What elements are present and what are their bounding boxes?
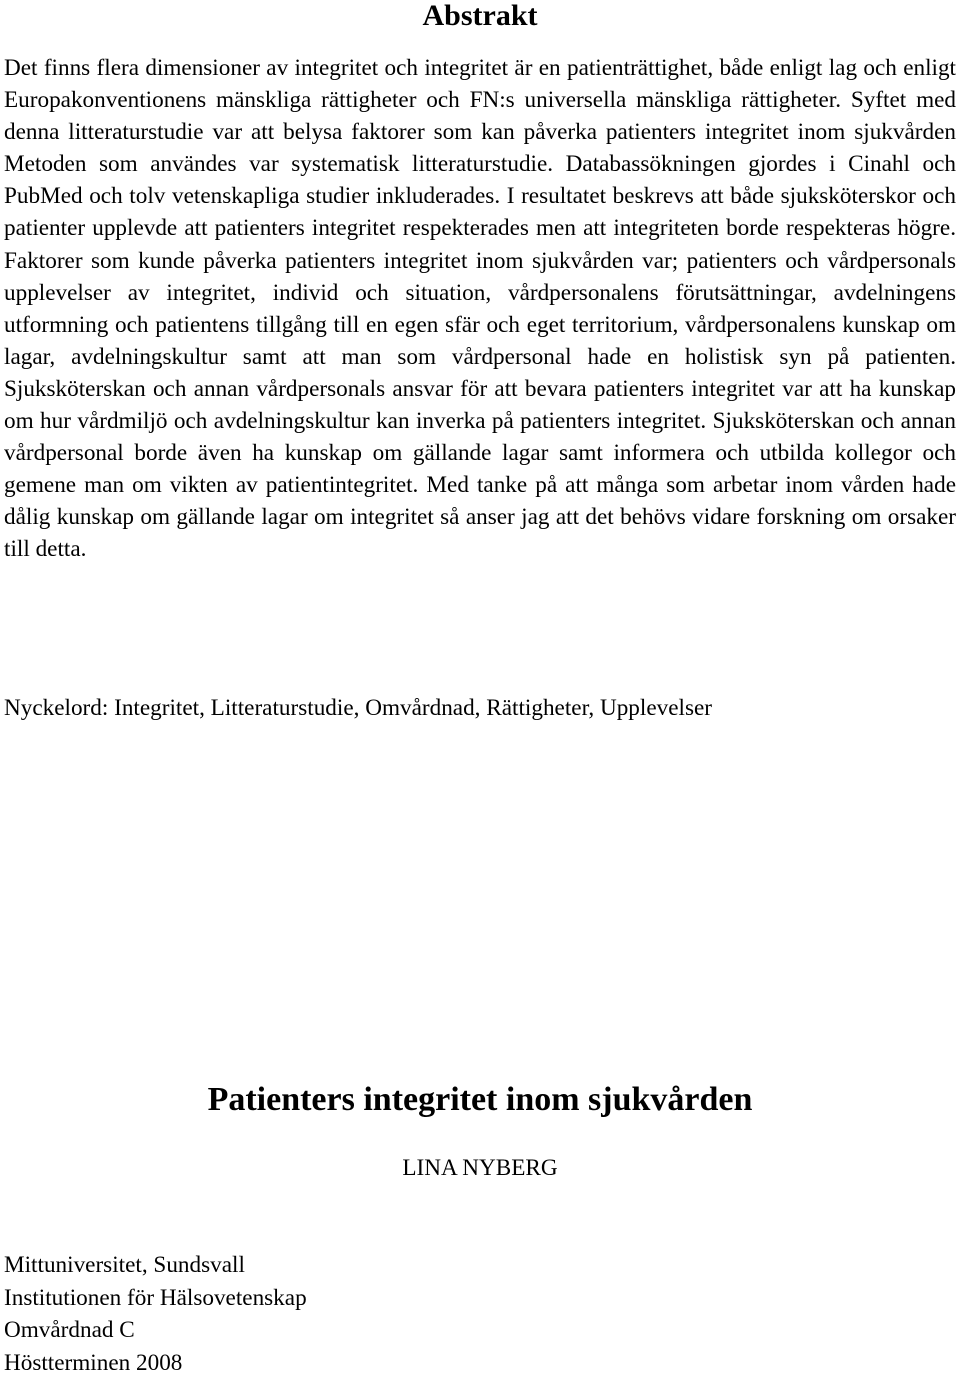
keywords-line: Nyckelord: Integritet, Litteraturstudie, Omvårdnad, Rättigheter, Upplevelser [4,692,956,724]
author-name: LINA NYBERG [0,1152,960,1184]
thesis-title: Patienters integritet inom sjukvården [0,1078,960,1122]
abstract-heading: Abstrakt [0,0,960,32]
affiliation-term: Höstterminen 2008 [4,1347,704,1379]
affiliation-block [4,1249,704,1379]
affiliation-department: Institutionen för Hälsovetenskap [4,1282,704,1315]
affiliation-university: Mittuniversitet, Sundsvall [4,1249,704,1282]
abstract-body: Det finns flera dimensioner av integritet och integritet är en patienträttighet, både enligt lag och enligt Europakonventionens mänskliga rättigheter och FN:s universella mänskliga rättigheter. Syftet med denna litteraturstudie var att belysa faktorer som kan påverka patienters integritet inom sjukvården Metoden som användes var systematisk litteraturstudie. Databassökningen gjordes i Cinahl och PubMed och tolv vetenskapliga studier inkluderades. I resultatet beskrevs att både sjuksköterskor och patienter upplevde att patienters integritet respekterades men att integriteten borde respekteras högre. Faktorer som kunde påverka patienters integritet inom sjukvården var; patienters och vårdpersonals upplevelser av integritet, individ och situation, vårdpersonalens förutsättningar, avdelningens utformning och patientens tillgång till en egen sfär och eget territorium, vårdpersonalens kunskap om lagar, avdelningskultur samt att man som vårdpersonal hade en holistisk syn på patienten. Sjuksköterskan och annan vårdpersonals ansvar för att bevara patienters integritet var att ha kunskap om hur vårdmiljö och avdelningskultur kan inverka på patienters integritet. Sjuksköterskan och annan vårdpersonal borde även ha kunskap om gällande lagar samt informera och utbilda kollegor och gemene man om vikten av patientintegritet. Med tanke på att många som arbetar inom vården hade dålig kunskap om gällande lagar om integritet så anser jag att det behövs vidare forskning om orsaker till detta. [4,52,956,566]
affiliation-course: Omvårdnad C [4,1314,704,1347]
